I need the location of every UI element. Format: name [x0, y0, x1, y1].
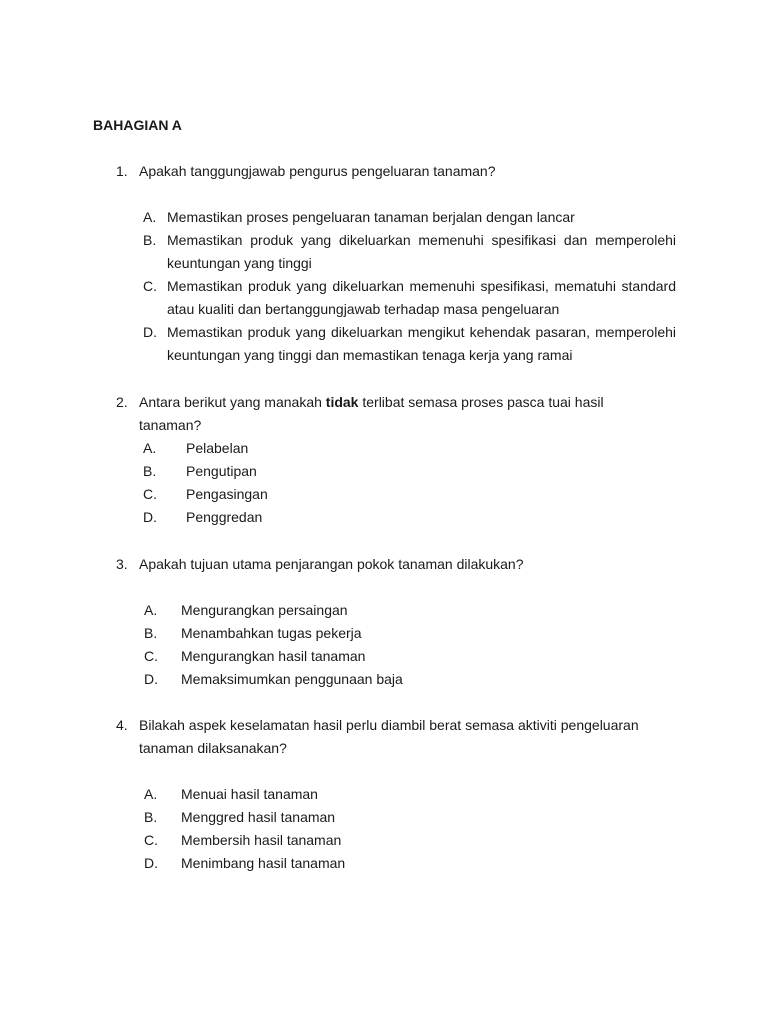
question-number: 2.: [116, 394, 128, 410]
option-text: Membersih hasil tanaman: [181, 832, 342, 848]
option-letter: D.: [143, 324, 157, 340]
option-a: [116, 437, 676, 460]
option-d: [116, 668, 676, 691]
question-2: [116, 391, 676, 529]
option-text: Mengurangkan persaingan: [181, 602, 348, 618]
question-text: Apakah tujuan utama penjarangan pokok tanaman dilakukan?: [139, 556, 524, 572]
option-letter: C.: [143, 486, 157, 502]
question-4: [116, 714, 676, 875]
options-list: [116, 206, 676, 367]
option-text-continued: keuntungan yang tinggi dan memastikan tenaga kerja yang ramai: [167, 347, 573, 363]
option-letter: A.: [144, 602, 158, 618]
option-text: Penggredan: [186, 509, 263, 525]
option-text: Mengurangkan hasil tanaman: [181, 648, 366, 664]
option-letter: D.: [143, 509, 157, 525]
option-a: [116, 599, 676, 622]
option-text: Pengutipan: [186, 463, 257, 479]
question-text: [139, 391, 676, 414]
options-list: [116, 437, 676, 529]
option-text: Pelabelan: [186, 440, 249, 456]
question-text: Apakah tanggungjawab pengurus pengeluaran tanaman?: [139, 163, 496, 179]
option-b: [116, 806, 676, 829]
option-a: [116, 783, 676, 806]
section-title: BAHAGIAN A: [93, 117, 182, 133]
options-list: [116, 599, 676, 691]
option-text: Memaksimumkan penggunaan baja: [181, 671, 403, 687]
option-text: Menggred hasil tanaman: [181, 809, 336, 825]
option-b: [116, 622, 676, 645]
option-a: [116, 206, 676, 229]
option-letter: D.: [144, 671, 158, 687]
option-d: [116, 321, 676, 344]
question-text-continued: tanaman?: [139, 417, 202, 433]
option-text: Memastikan produk yang dikeluarkan memenuhi spesifikasi dan memperolehi: [167, 232, 676, 248]
option-letter: A.: [144, 786, 158, 802]
question-text-part: terlibat semasa proses pasca tuai hasil: [358, 394, 604, 410]
option-letter: B.: [143, 463, 157, 479]
option-d: [116, 852, 676, 875]
option-d: [116, 506, 676, 529]
option-letter: C.: [143, 278, 157, 294]
option-letter: B.: [144, 625, 158, 641]
option-letter: D.: [144, 855, 158, 871]
option-text: Memastikan produk yang dikeluarkan mengikut kehendak pasaran, memperolehi: [167, 324, 676, 340]
option-b: [116, 229, 676, 252]
option-text: Memastikan produk yang dikeluarkan memenuhi spesifikasi, mematuhi standard: [167, 278, 676, 294]
option-text: Memastikan proses pengeluaran tanaman berjalan dengan lancar: [167, 209, 575, 225]
option-text-continued: keuntungan yang tinggi: [167, 255, 312, 271]
option-text: Pengasingan: [186, 486, 268, 502]
option-c: [116, 829, 676, 852]
question-number: 3.: [116, 556, 128, 572]
question-3: [116, 553, 676, 691]
options-list: [116, 783, 676, 875]
option-letter: C.: [144, 648, 158, 664]
option-letter: A.: [143, 440, 157, 456]
option-text: Menambahkan tugas pekerja: [181, 625, 362, 641]
option-text: Menimbang hasil tanaman: [181, 855, 346, 871]
question-text: Bilakah aspek keselamatan hasil perlu diambil berat semasa aktiviti pengeluaran: [139, 717, 639, 733]
option-text-continued: atau kualiti dan bertanggungjawab terhadap masa pengeluaran: [167, 301, 560, 317]
option-letter: B.: [144, 809, 158, 825]
option-c: [116, 645, 676, 668]
question-1: [116, 160, 676, 367]
option-text: Menuai hasil tanaman: [181, 786, 318, 802]
question-emphasis: tidak: [325, 394, 359, 410]
option-letter: C.: [144, 832, 158, 848]
option-letter: A.: [143, 209, 157, 225]
question-number: 1.: [116, 163, 128, 179]
option-c: [116, 275, 676, 298]
question-text-continued: tanaman dilaksanakan?: [139, 740, 287, 756]
option-c: [116, 483, 676, 506]
question-text-part: Antara berikut yang manakah: [139, 394, 326, 410]
option-letter: B.: [143, 232, 157, 248]
option-b: [116, 460, 676, 483]
question-number: 4.: [116, 717, 128, 733]
